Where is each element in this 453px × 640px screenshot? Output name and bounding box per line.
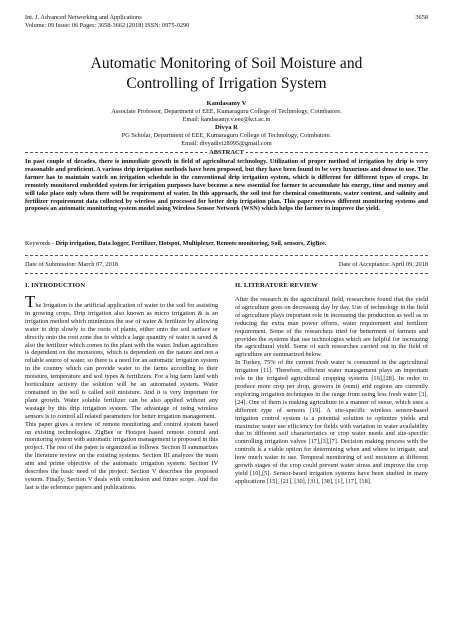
keywords-rule bbox=[25, 255, 428, 256]
journal-name: Int. J. Advanced Networking and Applications bbox=[25, 14, 142, 21]
title-line-1: Automatic Monitoring of Soil Moisture and bbox=[90, 55, 363, 72]
lit-paragraph-1: After the research in the agricultural field, researchers found that the yield of agriculture goes on decreasing day by day. Use of technology in the field of agriculture plays important role in increasing the production as well as in reducing the extra man power efforts, water requirement and fertilizer requirement. Some of the researchers tried for betterment of farmers and provides the systems that use technologies which are helpful for increasing the agricultural yield. Some of such researches carried out in the field of agriculture are summarized below. bbox=[235, 296, 428, 359]
section-heading-introduction: I. INTRODUCTION bbox=[25, 282, 86, 289]
dates-rule bbox=[25, 273, 428, 274]
drop-cap: T bbox=[25, 292, 36, 311]
introduction-column bbox=[25, 292, 218, 492]
author-1-email: Email: kandasamy.v.eee@kct.ac.in bbox=[182, 116, 271, 123]
author-2-block bbox=[25, 124, 428, 148]
intro-paragraph-1: The Irrigation is the artificial application of water to the soil for assisting in growing crops. Drip irrigation also known as micro irrigation & is an irrigation method which minimizes the use of water & fertilizer by allowing water to drip slowly to the roots of plants, either onto the soil surface or directly onto the root zone due to which a large quantity of water is saved & also the fertilizer which comes to the plant with the water. Indian agriculture is dependent on the monsoons, which is dependent on the nature and not a reliable source of water, so there is a need for an automatic irrigation system in the country which can provide water to the farms according to their moisture, temperature and soil types & fertilizers. For a big farm land with horticulture activity the solution will be an automated system. Water contained in the soil is called soil moisture. And it is very important for plant growth. Water soluble fertilizer can be also applied without any wastage by this drip irrigation system. The advantage of using wireless sensors is to control all related parameters for better irrigation management. bbox=[25, 292, 218, 420]
title-line-2: Controlling of Irrigation System bbox=[126, 75, 327, 92]
abstract-text: In past couple of decades, there is immediate growth in field of agricultural technology. Utilization of proper method of irrigation by drip is very reasonable and proficient. A various drip irrigation methods have been proposed, but they have been found to be very luxurious and dense to use. The farmer has to maintain watch on irrigation schedule in the conventional drip irrigation system, which is different for different types of crops. In remotely monitored embedded system for irrigation purposes have become a new essential for farmer to accumulate his energy, time and money and will take place only when there will be requirement of water. In this approach, the soil test for chemical constituents, water content, and salinity and fertilizer requirement data collected by wireless and processed for better drip irrigation plan. This paper reviews different monitoring systems and proposes an automatic monitoring system model using Wireless Sensor Network (WSN) which helps the farmer to improve the yield. bbox=[25, 158, 428, 213]
author-2-affiliation: PG Scholar, Department of EEE, Kumaraguru College of Technology, Coimbatore. bbox=[121, 132, 332, 139]
author-2-name: Divya R bbox=[215, 124, 238, 131]
submission-date: Date of Submission: March 07, 2018 bbox=[25, 261, 119, 268]
author-2-email: Email: divyadivi28995@gmail.com bbox=[181, 140, 272, 147]
keywords-label: Keywords - bbox=[25, 240, 55, 247]
keywords-list: Drip irrigation, Data logger, Fertilizer, Hotspot, Multiplexer, Remote monitoring, Soil, sensors, ZigBee. bbox=[55, 240, 327, 247]
literature-review-column bbox=[235, 296, 428, 486]
keywords bbox=[25, 240, 428, 248]
lit-paragraph-2: In Turkey, 75% of the current fresh water is consumed in the agricultural irrigation [11]. Therefore, efficient water management plays an important role in the irrigated agricultural cropping systems [16],[28]. In order to produce more crop per drop, growers in (semi) arid regions are currently exploring irrigation techniques in the range from using less fresh water [3],[24]. One of them is making agriculture in a manner of sense, which uses a different type of sensors [19]. A site-specific wireless sensor-based irrigation control system is a potential solution to optimize yields and maximize water use efficiency for fields with variation in water availability due to different soil characteristics or crop water needs and site-specific controlling irrigation valves [17],[3],[7]. Decision making process with the controls is a viable option for determining when and where to irrigate, and how much water to use. Temporal monitoring of soil moisture at different growth stages of the crop could prevent water stress and improve the crop yield [10],[5]. Sensor-based irrigation systems have been studied in many applications [15], [21], [30], [31], [38], [1], [17], [18]. bbox=[235, 359, 428, 485]
section-heading-literature-review: II. LITERATURE REVIEW bbox=[235, 282, 318, 289]
author-1-affiliation: Associate Professor, Department of EEE, Kumaraguru College of Technology, Coimbatore. bbox=[111, 108, 342, 115]
journal-volume: Volume: 09 Issue: 06 Pages: 3658-3662 (2018) ISSN: 0975-0290 bbox=[25, 22, 190, 29]
paper-title bbox=[25, 54, 428, 94]
date-line bbox=[25, 261, 428, 269]
page-number: 3658 bbox=[415, 14, 428, 21]
abstract-label: ABSTRACT bbox=[209, 149, 244, 156]
running-header bbox=[25, 14, 428, 30]
intro-paragraph-2: This paper gives a review of remote monitoring and control system based on existing technologies. ZigBee or Hotspot based remote control and monitoring system with automatic irrigation management is proposed in this project. The rest of the paper is organized as follows. Section II summarizes the literature review on the existing systems. Section III analyzes the main aim and prime objective of the automatic irrigation system. Section IV describes the basic need of the project. Section V describes the proposed system. Finally, Section V deals with conclusion and future scope. And the last is the reference papers and publications. bbox=[25, 420, 218, 491]
author-1-name: Kandasamy V bbox=[206, 100, 247, 107]
author-1-block bbox=[25, 100, 428, 124]
acceptance-date: Date of Acceptance: April 09, 2018 bbox=[338, 261, 428, 268]
